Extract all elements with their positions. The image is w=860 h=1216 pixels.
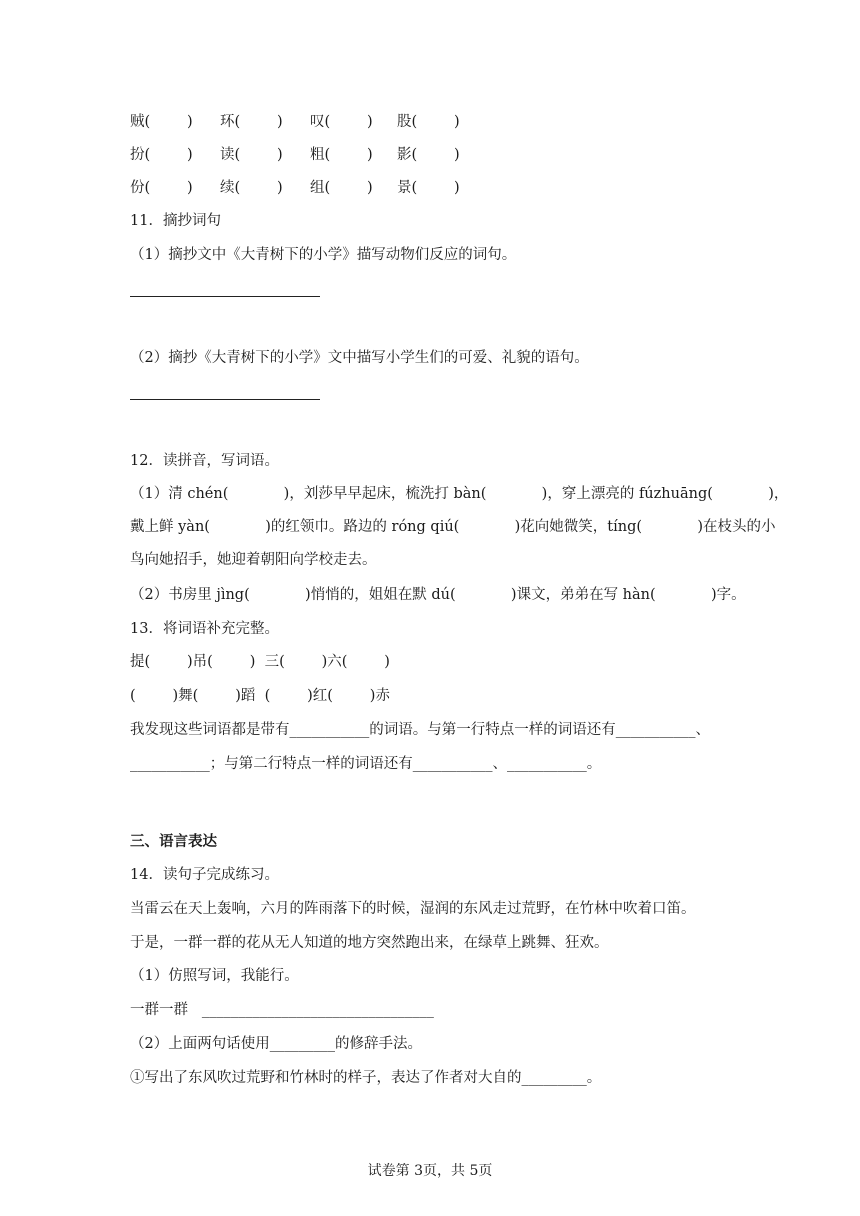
char-blank: 环( ) — [220, 114, 283, 130]
char-blank: 贼( ) — [130, 114, 193, 130]
q12-line4: （2）书房里 jìng( )悄悄的，姐姐在默 dú( )课文，弟弟在写 hàn( )字。 — [130, 587, 746, 603]
q11-part2: （2）摘抄《大青树下的小学》文中描写小学生们的可爱、礼貌的语句。 — [130, 350, 589, 366]
q11-title: 11．摘抄词句 — [130, 213, 221, 229]
char-blank: 组( ) — [310, 180, 373, 196]
char-blank: 续( ) — [220, 180, 283, 196]
char-blank: 叹( ) — [310, 114, 373, 130]
q13-row1: 提( )吊( ) 三( )六( ) — [130, 654, 390, 670]
q13-row2: ( )舞( )蹈 ( )红( )赤 — [130, 688, 390, 704]
page-footer: 试卷第 3页，共 5页 — [367, 1163, 493, 1179]
q14-part1: （1）仿照写词，我能行。 — [130, 968, 299, 984]
q13-title: 13．将词语补充完整。 — [130, 621, 279, 637]
char-blank: 粗( ) — [310, 147, 373, 163]
q11-part1: （1）摘抄文中《大青树下的小学》描写动物们反应的词句。 — [130, 247, 517, 263]
q12-line3: 鸟向她招手，她迎着朝阳向学校走去。 — [130, 552, 377, 568]
q12-line1: （1）清 chén( )，刘莎早早起床，梳洗打 bàn( )，穿上漂亮的 fúzhuāng( )， — [130, 486, 789, 502]
q12-line2: 戴上鲜 yàn( )的红领巾。路边的 róng qiú( )花向她微笑，tíng( )在枝头的小 — [130, 519, 776, 535]
char-blank: 份( ) — [130, 180, 193, 196]
q13-line2: ___________；与第二行特点一样的词语还有___________、___________。 — [130, 756, 602, 772]
q14-sentence1: 当雷云在天上轰响，六月的阵雨落下的时候，湿润的东风走过荒野，在竹林中吹着口笛。 — [130, 901, 696, 917]
char-blank: 扮( ) — [130, 147, 193, 163]
q14-example: 一群一群 ________________________________ — [130, 1002, 434, 1018]
char-blank: 读( ) — [220, 147, 283, 163]
section-heading: 三、语言表达 — [130, 833, 217, 850]
q14-sentence2: 于是，一群一群的花从无人知道的地方突然跑出来，在绿草上跳舞、狂欢。 — [130, 935, 609, 951]
char-blank: 股( ) — [397, 114, 460, 130]
answer-line — [130, 399, 320, 400]
char-blank: 影( ) — [397, 147, 460, 163]
q13-line1: 我发现这些词语都是带有___________的词语。与第一行特点一样的词语还有___________、 — [130, 722, 710, 738]
q14-item1: ①写出了东风吹过荒野和竹林时的样子，表达了作者对大自的_________。 — [130, 1070, 602, 1086]
q14-part2: （2）上面两句话使用_________的修辞手法。 — [130, 1036, 422, 1052]
char-blank: 景( ) — [397, 180, 460, 196]
answer-line — [130, 296, 320, 297]
q12-title: 12．读拼音，写词语。 — [130, 453, 279, 469]
q14-title: 14．读句子完成练习。 — [130, 867, 279, 883]
